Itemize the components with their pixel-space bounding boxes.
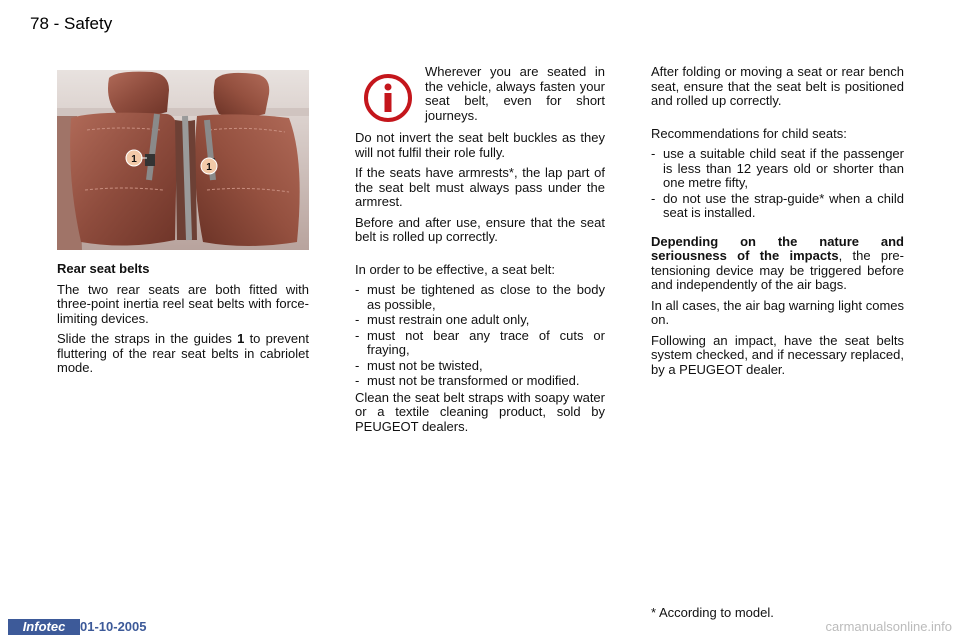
column-seat-belt-usage (355, 65, 605, 440)
list-item: - must restrain one adult only, (355, 313, 605, 328)
rear-seats-illustration (57, 70, 309, 250)
paragraph: After folding or moving a seat or rear bench seat, ensure that the seat belt is positioned and rolled up correctly. (651, 64, 904, 108)
section-title: Rear seat belts (57, 261, 150, 276)
paragraph: In all cases, the air bag warning light comes on. (651, 297, 904, 327)
list-item: - must not be twisted, (355, 359, 605, 374)
infotec-logo: Infotec (8, 619, 80, 635)
list-item: - must be tightened as close to the body as possible, (355, 283, 605, 312)
strap-guide-left (145, 154, 155, 166)
info-warning-icon (363, 73, 413, 123)
guide-marker-right (201, 158, 217, 174)
guide-reference: 1 (237, 331, 245, 346)
impact-emphasis: Depending on the nature and seriousness of the impacts (651, 233, 904, 263)
seat-belt-requirements-list (355, 283, 605, 389)
paragraph: Clean the seat belt straps with soapy water or a textile cleaning product, sold by PEUGEOT dealers. (355, 389, 605, 434)
paragraph: Slide the straps in the guides 1 to prevent fluttering of the rear seat belts in cabriolet mode. (57, 331, 309, 375)
child-seat-recommendations-list (651, 147, 904, 221)
info-block (355, 65, 605, 123)
paragraph: Following an impact, have the seat belts system checked, and if necessary replaced, by a PEUGEOT dealer. (651, 332, 904, 377)
rear-seats-photo (57, 70, 309, 250)
svg-text:1: 1 (131, 154, 137, 165)
column-child-seats (651, 65, 904, 383)
paragraph: If the seats have armrests*, the lap part of the seat belt must always pass under the armrest. (355, 165, 605, 209)
watermark-site: carmanualsonline.info (825, 619, 952, 634)
list-item: - must not be transformed or modified. (355, 374, 605, 389)
list-item: - do not use the strap-guide* when a child seat is installed. (651, 192, 904, 221)
paragraph: Before and after use, ensure that the seat belt is rolled up correctly. (355, 214, 605, 244)
list-item: - must not bear any trace of cuts or fraying, (355, 329, 605, 358)
list-item: - use a suitable child seat if the passenger is less than 12 years old or shorter than one metre fifty, (651, 147, 904, 191)
paragraph: Depending on the nature and seriousness of the impacts, the pre-tensioning device may be triggered before and independently of the air bags. (651, 233, 904, 292)
list-intro: Recommendations for child seats: (651, 125, 847, 141)
svg-text:1: 1 (206, 162, 212, 173)
footer-date: 01-10-2005 (80, 619, 147, 634)
column-rear-seat-belts (57, 262, 309, 382)
paragraph: The two rear seats are both fitted with three-point inertia reel seat belts with force-limiting devices. (57, 281, 309, 326)
list-intro: In order to be effective, a seat belt: (355, 261, 555, 277)
info-text: Wherever you are seated in the vehicle, always fasten your seat belt, even for short journeys. (425, 64, 605, 123)
footnote: * According to model. (651, 605, 774, 620)
paragraph: Do not invert the seat belt buckles as they will not fulfil their role fully. (355, 130, 605, 160)
page-title: 78 - Safety (30, 14, 113, 33)
